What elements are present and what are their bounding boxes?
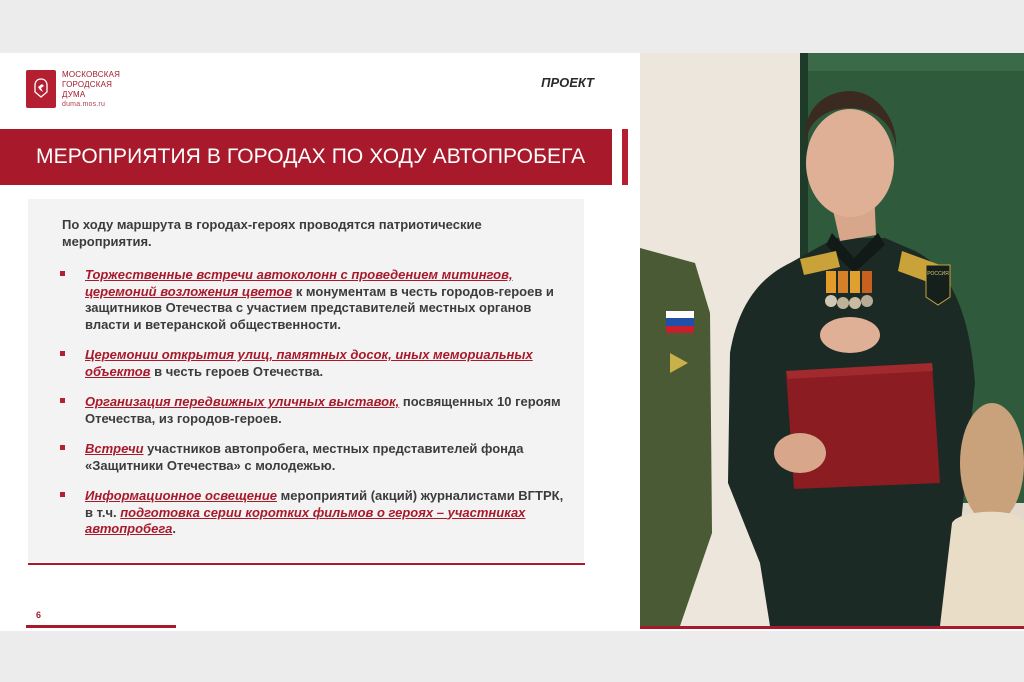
logo-line-3: ДУМА	[62, 90, 86, 99]
list-item	[60, 488, 565, 538]
item-highlight: Торжественные встречи автоколонн с проведением митингов, церемоний возложения цветов	[85, 267, 513, 299]
bullet-icon	[60, 492, 65, 497]
slide-title: МЕРОПРИЯТИЯ В ГОРОДАХ ПО ХОДУ АВТОПРОБЕГА	[36, 145, 586, 168]
slide	[0, 53, 1024, 631]
item-text: в честь героев Отечества.	[150, 363, 324, 379]
footer-rule	[26, 625, 176, 628]
item-text: мероприятий (акций) журналистами ВГТРК, в т.ч.	[85, 488, 564, 520]
item-text-2: .	[172, 521, 176, 536]
bullet-icon	[60, 445, 65, 450]
item-highlight: Организация передвижных уличных выставок,	[85, 394, 400, 409]
bullet-icon	[60, 271, 65, 276]
logo-line-2: ГОРОДСКАЯ	[62, 80, 113, 89]
logo-url: duma.mos.ru	[62, 101, 106, 108]
list-item	[60, 347, 565, 380]
title-bar	[0, 129, 612, 185]
bullet-icon	[60, 351, 65, 356]
event-list	[60, 267, 565, 552]
moscow-coat-of-arms-icon	[26, 70, 56, 108]
list-item	[60, 394, 565, 427]
item-highlight-2: подготовка серии коротких фильмов о героях – участниках автопробега	[85, 504, 526, 536]
content-panel	[28, 199, 584, 562]
item-highlight: Встречи	[85, 441, 144, 456]
duma-logo[interactable]	[26, 70, 120, 110]
list-item	[60, 441, 565, 474]
patch-label: РОССИЯ	[927, 271, 949, 277]
item-highlight: Информационное освещение	[85, 488, 278, 503]
logo-text	[62, 70, 120, 110]
officer-photo	[640, 53, 1024, 626]
item-text: посвященных 10 героям Отечества, из городов-героев.	[85, 394, 561, 426]
item-highlight: Церемонии открытия улиц, памятных досок, иных мемориальных объектов	[85, 347, 533, 379]
item-text: к монументам в честь городов-героев и защитников Отечества с участием представителей местных органов власти и ветеранской общественности.	[85, 283, 554, 332]
bullet-icon	[60, 398, 65, 403]
photo-bottom-rule	[640, 626, 1024, 629]
content-bottom-rule	[28, 563, 585, 565]
page-number: 6	[36, 610, 42, 620]
item-text: участников автопробега, местных представителей фонда «Защитники Отечества» с молодежью.	[85, 441, 524, 473]
list-item	[60, 267, 565, 333]
intro-text: По ходу маршрута в городах-героях проводятся патриотические мероприятия.	[62, 217, 482, 249]
project-label: ПРОЕКТ	[541, 75, 594, 90]
logo-line-1: МОСКОВСКАЯ	[62, 70, 121, 79]
title-accent-bar	[622, 129, 628, 185]
